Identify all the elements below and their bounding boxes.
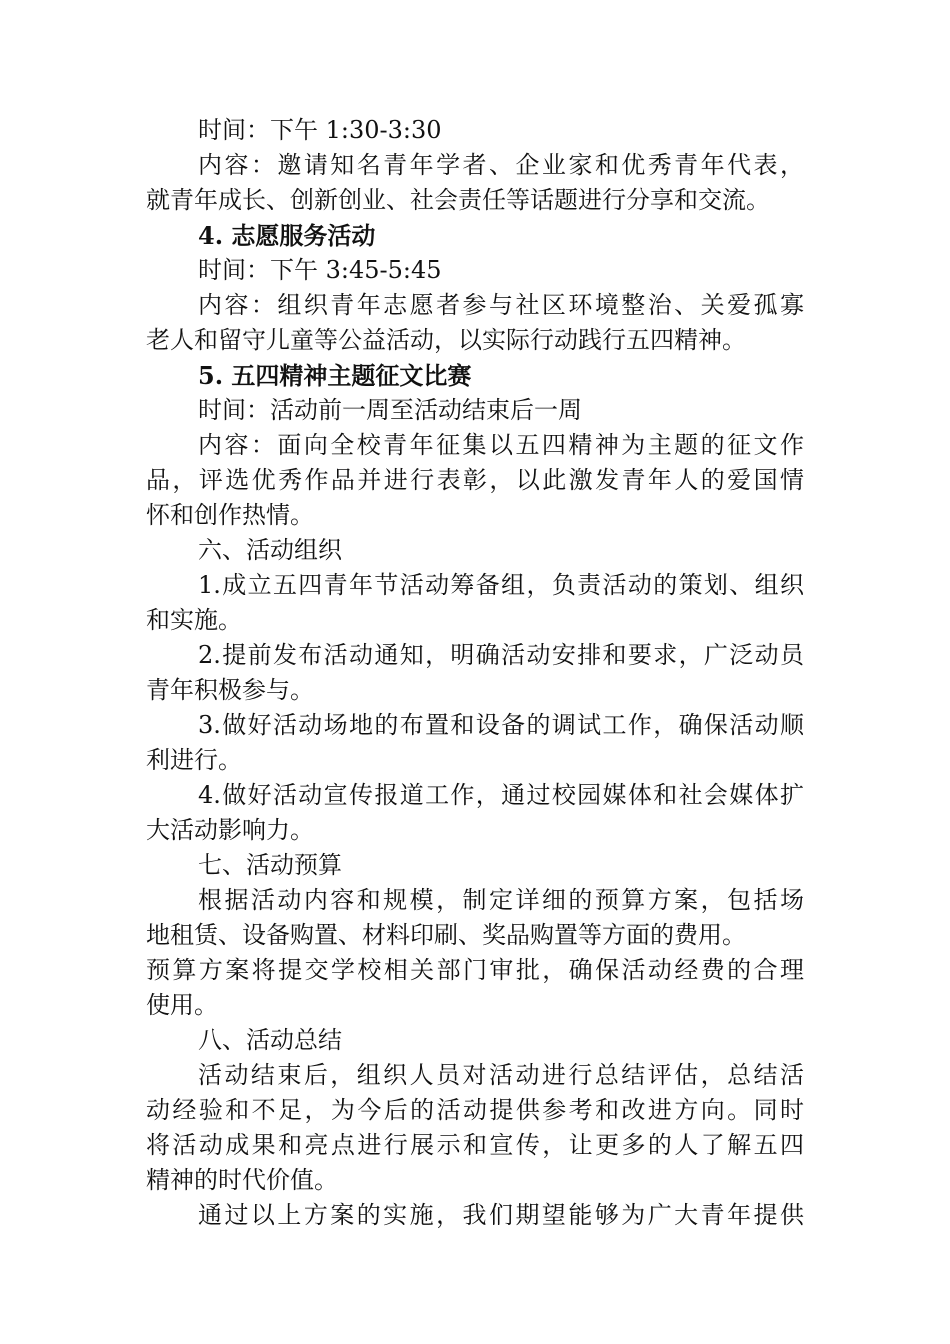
text-line: 1.成立五四青年节活动筹备组，负责活动的策划、组织: [198, 571, 804, 599]
text-line: 活动结束后，组织人员对活动进行总结评估，总结活: [198, 1061, 804, 1089]
text-line: 将活动成果和亮点进行展示和宣传，让更多的人了解五四: [146, 1131, 804, 1159]
text-line: 2.提前发布活动通知，明确活动安排和要求，广泛动员: [198, 641, 804, 669]
text-line: 老人和留守儿童等公益活动，以实际行动践行五四精神。: [146, 326, 746, 354]
text-line: 大活动影响力。: [146, 816, 314, 844]
text-line: 怀和创作热情。: [146, 501, 314, 529]
text-line: 品，评选优秀作品并进行表彰，以此激发青年人的爱国情: [146, 466, 804, 494]
text-line: 根据活动内容和规模，制定详细的预算方案，包括场: [198, 886, 804, 914]
text-line: 地租赁、设备购置、材料印刷、奖品购置等方面的费用。: [146, 921, 746, 949]
text-line: 利进行。: [146, 746, 242, 774]
section-subheading: 4. 志愿服务活动: [198, 221, 376, 250]
text-line: 时间：下午 1:30-3:30: [198, 116, 442, 144]
text-line: 动经验和不足，为今后的活动提供参考和改进方向。同时: [146, 1096, 804, 1124]
text-line: 3.做好活动场地的布置和设备的调试工作，确保活动顺: [198, 711, 804, 739]
text-line: 时间：下午 3:45-5:45: [198, 256, 442, 284]
text-line: 通过以上方案的实施，我们期望能够为广大青年提供: [198, 1201, 804, 1229]
text-line: 七、活动预算: [198, 851, 342, 879]
text-line: 内容：面向全校青年征集以五四精神为主题的征文作: [198, 431, 804, 459]
section-subheading: 5. 五四精神主题征文比赛: [198, 361, 472, 390]
text-line: 4.做好活动宣传报道工作，通过校园媒体和社会媒体扩: [198, 781, 804, 809]
document-page: [146, 113, 804, 1233]
text-line: 精神的时代价值。: [146, 1166, 338, 1194]
text-line: 内容：组织青年志愿者参与社区环境整治、关爱孤寡: [198, 291, 804, 319]
document-body: [146, 113, 804, 1233]
text-line: 青年积极参与。: [146, 676, 314, 704]
text-line: 和实施。: [146, 606, 242, 634]
text-line: 六、活动组织: [198, 536, 342, 564]
text-line: 时间：活动前一周至活动结束后一周: [198, 396, 582, 424]
text-line: 八、活动总结: [198, 1026, 342, 1054]
text-line: 使用。: [146, 991, 218, 1019]
text-line: 内容：邀请知名青年学者、企业家和优秀青年代表，: [198, 151, 804, 179]
text-line: 就青年成长、创新创业、社会责任等话题进行分享和交流。: [146, 186, 770, 214]
text-line: 预算方案将提交学校相关部门审批，确保活动经费的合理: [146, 956, 804, 984]
